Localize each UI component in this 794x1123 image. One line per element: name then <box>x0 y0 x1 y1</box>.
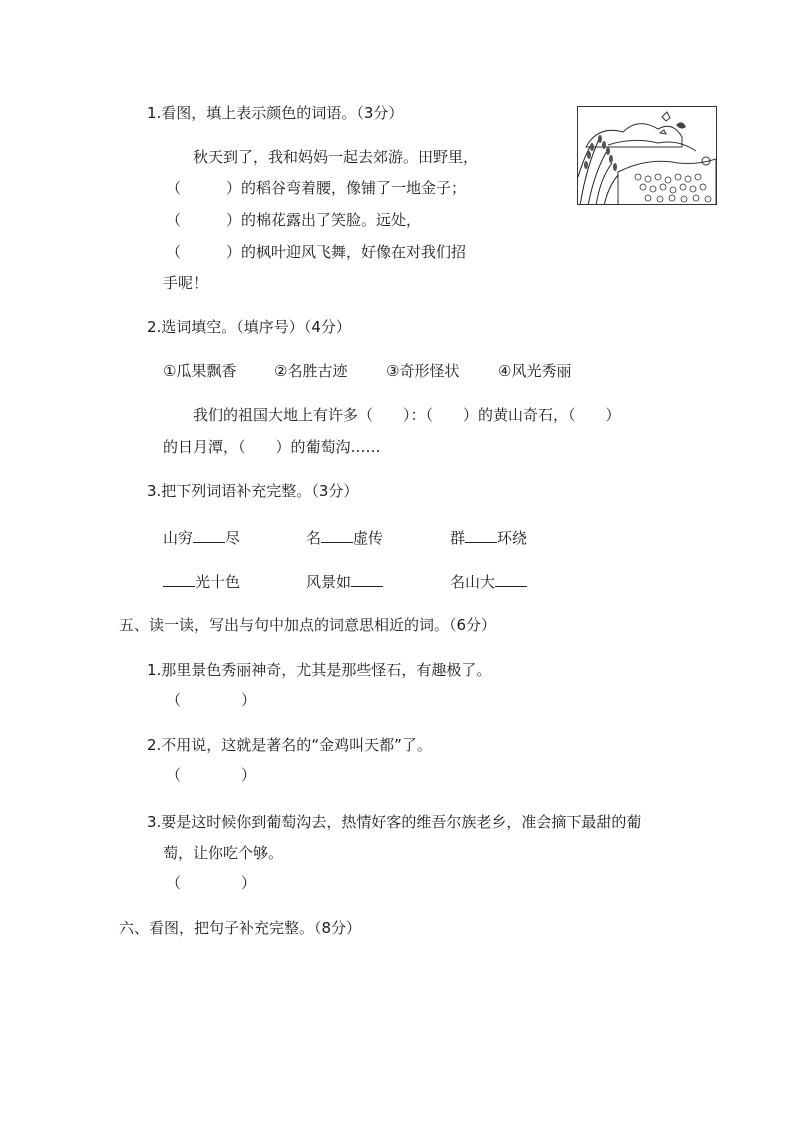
q3-item-5 <box>306 571 383 592</box>
q3-item-4-post: 光十色 <box>195 573 241 591</box>
autumn-scene-illustration <box>577 106 717 205</box>
q1-passage-line-5: 手呢！ <box>163 274 209 292</box>
q3-item-1-post: 尽 <box>225 529 241 547</box>
section-5-q3-line-1: 3.要是这时候你到葡萄沟去，热情好客的维吾尔族老乡，准会摘下最甜的葡 <box>147 813 642 831</box>
q2-option-2: ②名胜古迹 <box>274 362 348 380</box>
q3-item-2-post: 虚传 <box>353 529 384 547</box>
section-5-q3-line-2: 萄，让你吃个够。 <box>163 844 284 862</box>
q3-item-3 <box>450 527 527 548</box>
q3-item-6-pre: 名山大 <box>450 573 496 591</box>
q3-item-5-pre: 风景如 <box>306 573 352 591</box>
q3-item-2-pre: 名 <box>306 529 322 547</box>
q1-title: 1.看图，填上表示颜色的词语。（3分） <box>147 104 404 122</box>
q3-title: 3.把下列词语补充完整。（3分） <box>147 482 359 500</box>
q3-item-1 <box>163 527 240 548</box>
q1-passage-line-1: 秋天到了，我和妈妈一起去郊游。田野里， <box>193 148 479 166</box>
q2-option-1: ①瓜果飘香 <box>163 362 237 380</box>
fill-blank[interactable] <box>495 571 527 587</box>
fill-blank[interactable] <box>163 571 195 587</box>
section-5-title: 五、读一读，写出与句中加点的词意思相近的词。（6分） <box>119 616 497 634</box>
q1-passage-line-3: （ ）的棉花露出了笑脸。远处， <box>166 211 422 229</box>
q3-item-3-pre: 群 <box>450 529 466 547</box>
fill-blank[interactable] <box>465 527 497 543</box>
section-5-q1: 1.那里景色秀丽神奇，尤其是那些怪石，有趣极了。 <box>147 661 492 679</box>
q1-passage-line-4: （ ）的枫叶迎风飞舞，好像在对我们招 <box>166 243 467 261</box>
q3-item-1-pre: 山穷 <box>163 529 194 547</box>
q2-sentence-line-2: 的日月潭，（ ）的葡萄沟…… <box>163 438 381 456</box>
q1-passage-line-2: （ ）的稻谷弯着腰，像铺了一地金子； <box>166 179 467 197</box>
q2-sentence-line-1: 我们的祖国大地上有许多（ ）：（ ）的黄山奇石，（ ） <box>193 406 621 424</box>
section-6-title: 六、看图，把句子补充完整。（8分） <box>119 919 362 937</box>
section-5-q1-answer-bracket[interactable]: （ ） <box>166 691 257 709</box>
section-5-q3-answer-bracket[interactable]: （ ） <box>166 874 257 892</box>
q3-item-6 <box>450 571 527 592</box>
section-5-q2: 2.不用说，这就是著名的“金鸡叫天都”了。 <box>147 736 432 754</box>
q3-item-3-post: 环绕 <box>497 529 528 547</box>
q3-item-4 <box>163 571 240 592</box>
q2-option-4: ④风光秀丽 <box>498 362 572 380</box>
section-5-q2-answer-bracket[interactable]: （ ） <box>166 766 257 784</box>
q3-item-2 <box>306 527 383 548</box>
q2-option-3: ③奇形怪状 <box>386 362 460 380</box>
fill-blank[interactable] <box>321 527 353 543</box>
fill-blank[interactable] <box>193 527 225 543</box>
q2-title: 2.选词填空。（填序号）（4分） <box>147 318 351 336</box>
fill-blank[interactable] <box>351 571 383 587</box>
